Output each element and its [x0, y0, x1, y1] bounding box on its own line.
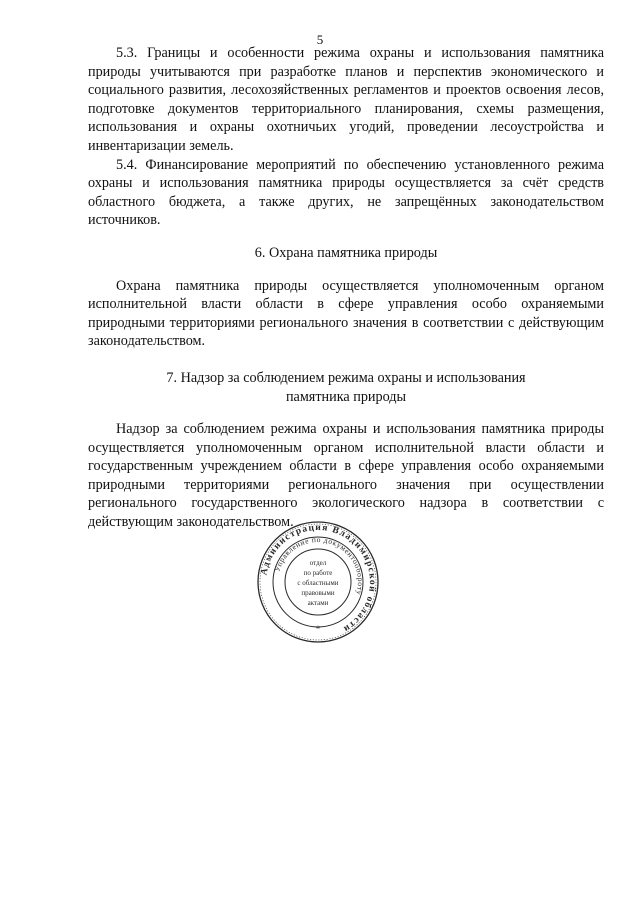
stamp-center-line4: правовыми — [301, 589, 335, 597]
official-stamp — [256, 520, 380, 644]
stamp-center-line3: с областными — [297, 579, 339, 587]
section-7-heading-line2: памятника природы — [285, 388, 407, 405]
stamp-seal — [256, 520, 380, 644]
stamp-center-line5: актами — [307, 599, 329, 607]
page-number: 5 — [316, 32, 324, 47]
section-7-heading-line1: 7. Надзор за соблюдением режима охраны и использования — [166, 369, 526, 386]
paragraph-7: Надзор за соблюдением режима охраны и использования памятника природы осуществляется уполномоченным органом исполнительной власти области и государственным учреждением области в сфере управления особо охраняемыми природными территориями регионального значения при осуществлении регионального государственного экологического надзора в соответствии с действующим законодательством. — [88, 421, 604, 531]
section-6-heading: 6. Охрана памятника природы — [254, 244, 438, 261]
paragraph-6: Охрана памятника природы осуществляется уполномоченным органом исполнительной власти области в сфере управления особо охраняемыми природными территориями регионального значения в соответствии с действующим законодательством. — [88, 277, 604, 350]
stamp-center-line2: по работе — [303, 569, 333, 577]
document-body — [88, 44, 604, 532]
paragraph-5-3: 5.3. Границы и особенности режима охраны и использования памятника природы учитываются при разработке планов и перспектив экономического и социального развития, лесохозяйственных регламентов и проектов освоения лесов, подготовке документов территориального планирования, схемы размещения, использования и охраны охотничьих угодий, проведении лесоустройства и инвентаризации земель. — [88, 45, 604, 154]
stamp-star: * — [315, 624, 321, 634]
stamp-center-line1: отдел — [309, 559, 327, 567]
stamp-outer-text: Администрация Владимирской области — [259, 522, 378, 635]
paragraph-5-4: 5.4. Финансирование мероприятий по обеспечению установленного режима охраны и использования памятника природы осуществляется за счёт средств областного бюджета, а также других, не запрещённых законодательством источников. — [88, 156, 604, 229]
stamp-inner-text: Управление по документообороту — [272, 534, 366, 597]
